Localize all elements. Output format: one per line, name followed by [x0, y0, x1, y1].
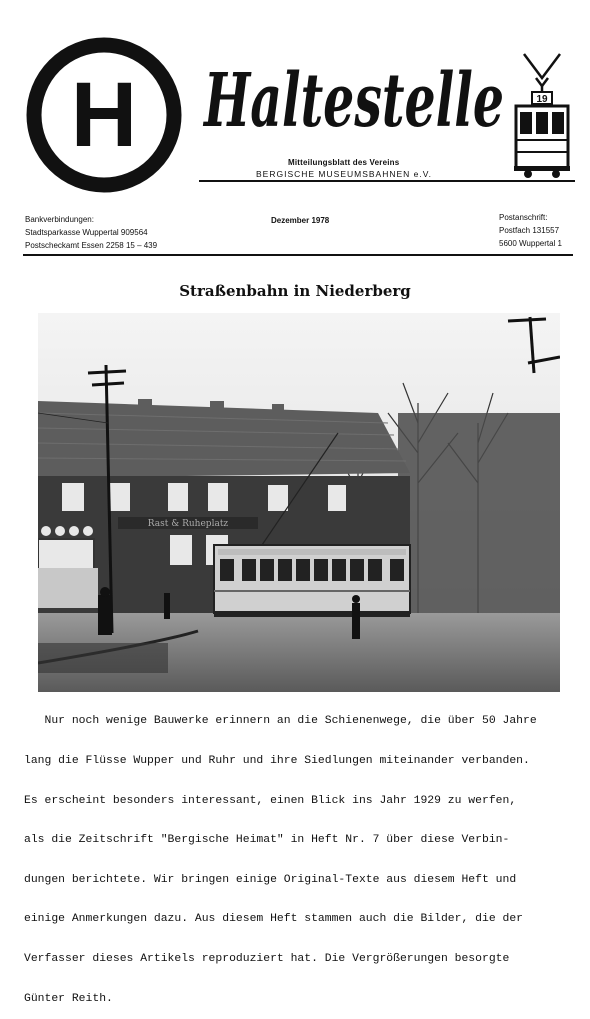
post-line: Postfach 131557 — [499, 226, 560, 235]
haltestelle-logo-icon — [25, 36, 183, 194]
postal-address — [499, 211, 562, 250]
article-body — [24, 689, 574, 1019]
tram-number: 19 — [536, 94, 548, 105]
body-line: Verfasser dieses Artikels reproduziert hat. Die Vergrößerungen besorgte — [24, 953, 510, 966]
bank-details — [25, 213, 157, 252]
body-line: dungen berichtete. Wir bringen einige Original-Texte aus diesem Heft und — [24, 873, 517, 886]
article-title: Straßenbahn in Niederberg — [179, 282, 411, 300]
association-name: BERGISCHE MUSEUMSBAHNEN e.V. — [256, 169, 432, 179]
body-line: einige Anmerkungen dazu. Aus diesem Heft stammen auch die Bilder, die der — [24, 913, 523, 926]
body-line: als die Zeitschrift "Bergische Heimat" in Heft Nr. 7 über diese Verbin- — [24, 834, 510, 847]
body-line: Es erscheint besonders interessant, einen Blick ins Jahr 1929 zu werfen, — [24, 794, 517, 807]
info-rule — [23, 254, 573, 256]
body-line: Günter Reith. — [24, 992, 113, 1005]
bank-line: Stadtsparkasse Wuppertal 909564 — [25, 228, 148, 237]
bank-line: Bankverbindungen: — [25, 215, 94, 224]
masthead-subtitle: Mitteilungsblatt des Vereins — [288, 158, 400, 167]
shop-sign: Rast & Ruheplatz — [147, 519, 229, 529]
logo-letter: H — [70, 64, 138, 166]
post-line: Postanschrift: — [499, 213, 548, 222]
tram-street-photo — [38, 313, 560, 692]
body-line: lang die Flüsse Wupper und Ruhr und ihre Siedlungen miteinander verbanden. — [24, 755, 530, 768]
tram-icon — [510, 52, 574, 180]
header-rule — [199, 180, 575, 182]
masthead-title — [198, 48, 510, 148]
body-line: Nur noch wenige Bauwerke erinnern an die Schienenwege, die über 50 Jahre — [24, 715, 537, 728]
bank-line: Postscheckamt Essen 2258 15 – 439 — [25, 241, 158, 250]
masthead-text: Haltestelle — [202, 58, 504, 144]
post-line: 5600 Wuppertal 1 — [499, 239, 563, 248]
issue-date: Dezember 1978 — [271, 216, 330, 225]
